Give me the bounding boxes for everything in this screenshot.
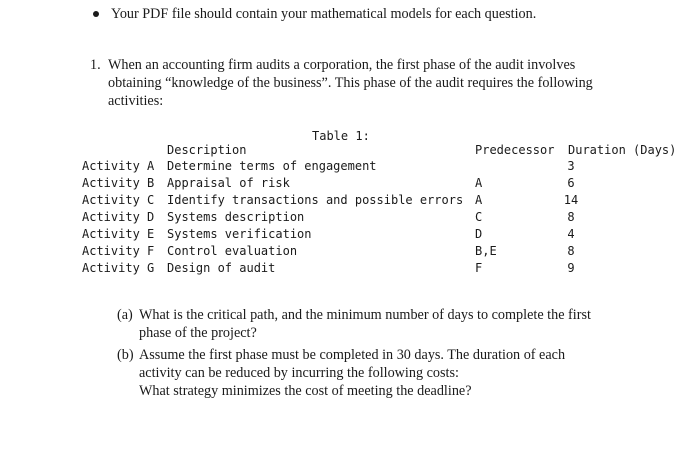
subquestion-a-line-2: phase of the project? — [139, 325, 257, 341]
activity-label: Activity A — [82, 159, 155, 173]
subquestion-b-line-2: activity can be reduced by incurring the following costs: — [139, 365, 459, 381]
activity-duration: 8 — [567, 244, 575, 258]
subquestion-b-label: (b) — [117, 347, 134, 363]
activity-description: Systems description — [167, 210, 305, 224]
activity-label: Activity F — [82, 244, 155, 258]
table-row — [0, 175, 700, 192]
bullet-text: Your PDF file should contain your mathematical models for each question. — [111, 6, 537, 22]
table-row — [0, 209, 700, 226]
activity-duration: 3 — [567, 159, 575, 173]
activity-duration: 4 — [567, 227, 575, 241]
activity-label: Activity B — [82, 176, 155, 190]
activity-description: Systems verification — [167, 227, 312, 241]
activity-duration: 14 — [563, 193, 579, 207]
subquestion-b-line-1: Assume the first phase must be completed in 30 days. The duration of each — [139, 347, 566, 363]
column-header-duration: Duration (Days) — [568, 143, 677, 157]
table-row — [0, 260, 700, 277]
question-line-2: obtaining “knowledge of the business”. This phase of the audit requires the following — [108, 75, 593, 91]
activity-label: Activity E — [82, 227, 155, 241]
question-line-3: activities: — [108, 93, 164, 109]
question-number: 1. — [90, 57, 101, 73]
subquestion-a-label: (a) — [117, 307, 133, 323]
activity-duration: 8 — [567, 210, 575, 224]
activity-description: Appraisal of risk — [167, 176, 290, 190]
activity-predecessor: A — [475, 176, 483, 190]
activity-predecessor: F — [475, 261, 483, 275]
activity-description: Identify transactions and possible errors — [167, 193, 464, 207]
activity-description: Design of audit — [167, 261, 276, 275]
table-row — [0, 226, 700, 243]
activity-predecessor: C — [475, 210, 483, 224]
subquestion-a-line-1: What is the critical path, and the minimum number of days to complete the first — [139, 307, 591, 323]
question-line-1: When an accounting firm audits a corporation, the first phase of the audit involves — [108, 57, 576, 73]
subquestion-b-line-3: What strategy minimizes the cost of meeting the deadline? — [139, 383, 472, 399]
activity-description: Control evaluation — [167, 244, 298, 258]
activity-label: Activity C — [82, 193, 155, 207]
activity-predecessor: D — [475, 227, 483, 241]
activity-label: Activity D — [82, 210, 155, 224]
table-row — [0, 192, 700, 209]
column-header-predecessor: Predecessor — [475, 143, 555, 157]
bullet-icon — [93, 11, 99, 17]
activity-predecessor: A — [475, 193, 483, 207]
table-title: Table 1: — [312, 129, 370, 143]
activity-label: Activity G — [82, 261, 155, 275]
table-row — [0, 243, 700, 260]
activity-duration: 6 — [567, 176, 575, 190]
activity-duration: 9 — [567, 261, 575, 275]
activity-predecessor: B,E — [475, 244, 497, 258]
activity-description: Determine terms of engagement — [167, 159, 377, 173]
column-header-description: Description — [167, 143, 247, 157]
table-row — [0, 158, 700, 175]
